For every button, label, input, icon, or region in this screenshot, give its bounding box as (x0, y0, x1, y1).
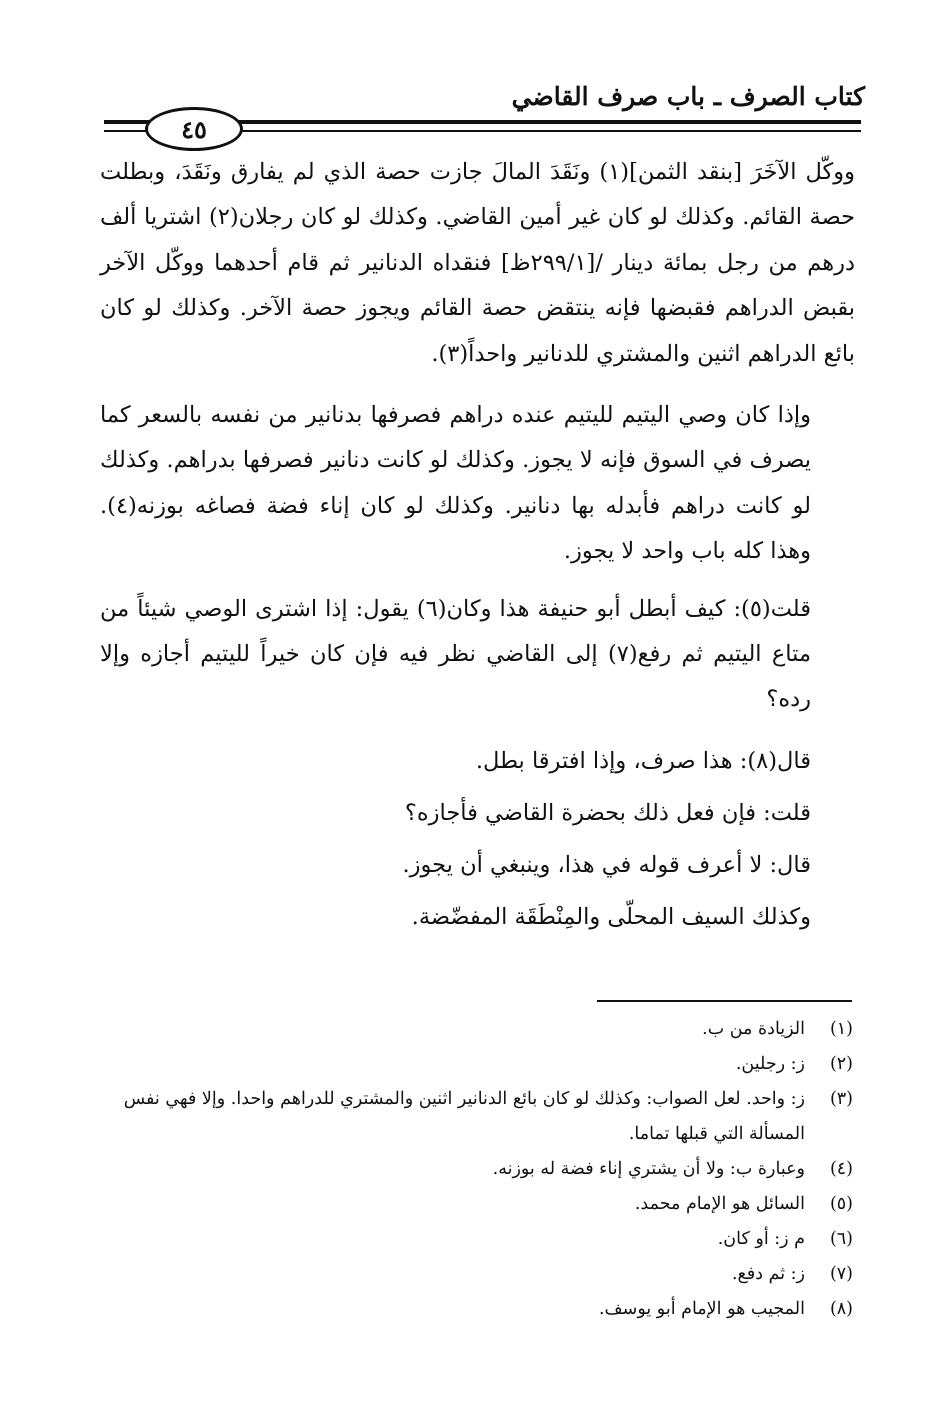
footnote-number: (٥) (829, 1194, 853, 1214)
qa-line-4: وكذلك السيف المحلّى والمِنْطَقَة المفضّضة. (411, 903, 811, 930)
footnote-text: المجيب هو الإمام أبو يوسف. (598, 1299, 805, 1319)
paragraph-1: ووكّل الآخَرَ [بنقد الثمن](١) ونَقَدَ المالَ جازت حصة الذي لم يفارق ونَقَدَ، وبطلت حصة القائم. وكذلك لو كان غير أمين القاضي. وكذلك لو كان رجلان(٢) اشتريا ألف درهم من رجل بمائة دينار /[٢٩٩/١ظ] فنقداه الدنانير ثم قام أحدهما ووكّل الآخر بقبض الدراهم فقبضها فإنه ينتقض حصة القائم ويجوز حصة الآخر. وكذلك لو كان بائع الدراهم اثنين والمشتري للدنانير واحداً(٣). (100, 159, 855, 367)
footnote-number: (١) (829, 1019, 853, 1039)
paragraph-gap (100, 377, 855, 393)
paragraph-3: قلت(٥): كيف أبطل أبو حنيفة هذا وكان(٦) يقول: إذا اشترى الوصي شيئاً من متاع اليتيم ثم رفع(٧) إلى القاضي نظر فيه فإن كان خيراً لليتيم أجازه وإلا رده؟ (100, 595, 811, 713)
footnote-item (96, 1257, 853, 1292)
footnote-text: السائل هو الإمام محمد. (634, 1194, 805, 1214)
running-header-title: كتاب الصرف ـ باب صرف القاضي (511, 82, 865, 111)
footnote-item (96, 1222, 853, 1257)
footnote-text: ز: رجلين. (735, 1054, 805, 1074)
footnote-item (96, 1187, 853, 1222)
footnote-number: (٧) (829, 1264, 853, 1284)
footnote-number: (٤) (829, 1159, 853, 1179)
footnotes (96, 1012, 853, 1327)
footnote-text: وعبارة ب: ولا أن يشتري إناء فضة له بوزنه. (492, 1159, 805, 1179)
paragraph-2: وإذا كان وصي اليتيم لليتيم عنده دراهم فصرفها بدنانير من نفسه بالسعر كما يصرف في السوق فإنه لا يجوز. وكذلك لو كانت دنانير فصرفها بدراهم. وكذلك لو كانت دراهم فأبدله بها دنانير. وكذلك لو كان إناء فضة فصاغه بوزنه(٤). وهذا كله باب واحد لا يجوز. (100, 402, 811, 565)
footnote-item (96, 1082, 853, 1152)
main-text (100, 150, 855, 943)
footnote-item (96, 1292, 853, 1327)
footnote-item (96, 1152, 853, 1187)
page-number: ٤٥ (181, 114, 207, 144)
footnote-number: (٦) (829, 1229, 853, 1249)
footnote-text: م ز: أو كان. (717, 1229, 805, 1249)
qa-line-3: قال: لا أعرف قوله في هذا، وينبغي أن يجوز. (402, 851, 811, 878)
paragraph-gap (100, 723, 855, 735)
footnote-text: ز: ثم دفع. (731, 1264, 805, 1284)
footnote-separator (597, 1000, 852, 1002)
footnote-number: (٨) (829, 1299, 853, 1319)
footnote-number: (٣) (829, 1089, 853, 1109)
footnote-text: ز: واحد. لعل الصواب: وكذلك لو كان بائع الدنانير اثنين والمشتري للدراهم واحدا. وإلا فهي نفس المسألة التي قبلها تماما. (123, 1089, 805, 1144)
qa-line-1: قال(٨): هذا صرف، وإذا افترقا بطل. (475, 747, 811, 774)
page-number-badge (145, 107, 243, 151)
qa-line-2: قلت: فإن فعل ذلك بحضرة القاضي فأجازه؟ (404, 799, 811, 826)
footnote-item (96, 1047, 853, 1082)
footnote-number: (٢) (829, 1054, 853, 1074)
footnote-text: الزيادة من ب. (702, 1019, 805, 1039)
paragraph-gap (100, 575, 855, 587)
footnote-item (96, 1012, 853, 1047)
